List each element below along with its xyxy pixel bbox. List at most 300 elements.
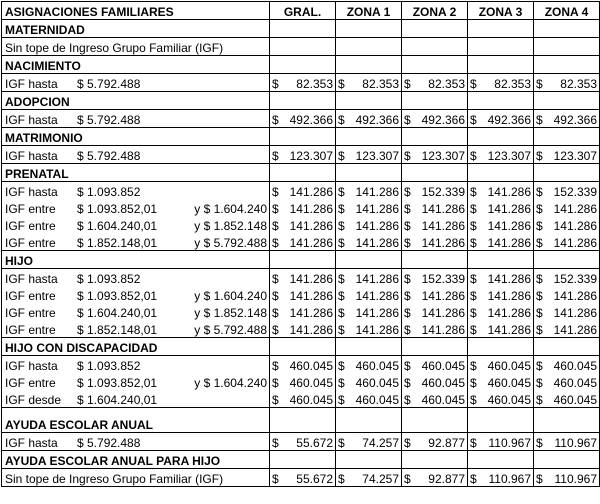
currency-sign: $: [404, 149, 411, 163]
value-cell: [402, 38, 468, 56]
blank-cell: [534, 451, 600, 469]
value-cell: [336, 182, 402, 200]
label-condition: IGF hasta: [5, 113, 58, 127]
row-label: [2, 469, 270, 487]
section-header-row: [2, 164, 600, 182]
value-cell: [468, 74, 534, 92]
section-header-row: [2, 128, 600, 146]
blank-cell: [402, 92, 468, 110]
value-cell: [402, 390, 468, 408]
currency-sign: $: [404, 323, 411, 337]
value-cell: [534, 146, 600, 164]
blank-cell: [534, 338, 600, 356]
row-label: [2, 433, 270, 451]
value-cell: [402, 356, 468, 374]
currency-sign: $: [470, 202, 477, 216]
value-cell: [270, 469, 336, 487]
label-amount-from: $ 1.093.852,01: [77, 202, 158, 216]
currency-sign: $: [470, 185, 477, 199]
currency-sign: $: [470, 323, 477, 337]
value-amount: 460.045: [289, 393, 333, 407]
section-title: PRENATAL: [2, 164, 270, 182]
currency-sign: $: [470, 236, 477, 250]
blank-cell: [402, 451, 468, 469]
label-condition: IGF hasta: [5, 359, 58, 373]
value-cell: [336, 356, 402, 374]
value-amount: 141.286: [421, 306, 465, 320]
value-amount: 460.045: [553, 393, 597, 407]
label-amount-from: $ 1.093.852,01: [77, 289, 158, 303]
value-cell: [336, 286, 402, 303]
value-cell: [402, 286, 468, 303]
value-amount: 110.967: [554, 436, 597, 450]
blank-cell: [270, 128, 336, 146]
blank-cell: [270, 338, 336, 356]
table-row: [2, 373, 600, 390]
label-amount-from: $ 1.093.852,01: [77, 376, 158, 390]
currency-sign: $: [272, 306, 279, 320]
value-cell: [402, 110, 468, 128]
value-amount: 141.286: [421, 202, 465, 216]
value-cell: [336, 320, 402, 338]
table-row: [2, 233, 600, 251]
value-cell: [336, 373, 402, 390]
table-row: [2, 269, 600, 287]
label-amount-from: $ 1.852.148,01: [77, 323, 158, 337]
value-cell: [534, 216, 600, 233]
label-amount-from: $ 1.604.240,01: [77, 393, 158, 407]
value-amount: 123.307: [553, 149, 597, 163]
value-cell: [468, 146, 534, 164]
currency-sign: $: [404, 236, 411, 250]
currency-sign: $: [272, 376, 279, 390]
value-amount: 460.045: [553, 376, 597, 390]
table-row: [2, 320, 600, 338]
currency-sign: $: [338, 323, 345, 337]
currency-sign: $: [404, 393, 411, 407]
value-cell: [336, 469, 402, 487]
value-cell: [270, 146, 336, 164]
row-label: [2, 269, 270, 287]
currency-sign: $: [404, 113, 411, 127]
value-amount: 460.045: [487, 359, 531, 373]
currency-sign: $: [272, 393, 279, 407]
currency-sign: $: [470, 436, 477, 450]
value-amount: 123.307: [487, 149, 531, 163]
label-condition: IGF entre: [5, 323, 56, 337]
currency-sign: $: [536, 77, 543, 91]
value-amount: 55.672: [296, 436, 333, 450]
currency-sign: $: [338, 236, 345, 250]
label-amount-to: y $ 1.604.240: [194, 202, 267, 216]
currency-sign: $: [536, 472, 543, 486]
blank-cell: [468, 251, 534, 269]
currency-sign: $: [536, 149, 543, 163]
header-title: ASIGNACIONES FAMILIARES: [2, 2, 270, 20]
table-row: [2, 199, 600, 216]
value-amount: 141.286: [553, 306, 597, 320]
value-amount: 152.339: [553, 272, 597, 286]
label-condition: IGF entre: [5, 376, 56, 390]
label-condition: IGF hasta: [5, 272, 58, 286]
value-amount: 141.286: [289, 272, 333, 286]
header-row: [2, 2, 600, 20]
currency-sign: $: [272, 272, 279, 286]
value-amount: 460.045: [421, 359, 465, 373]
value-cell: [402, 74, 468, 92]
value-amount: 123.307: [421, 149, 465, 163]
value-amount: 141.286: [355, 185, 399, 199]
value-cell: [402, 373, 468, 390]
value-amount: 141.286: [421, 323, 465, 337]
value-cell: [402, 216, 468, 233]
value-amount: 141.286: [487, 219, 531, 233]
blank-cell: [468, 164, 534, 182]
currency-sign: $: [470, 113, 477, 127]
value-amount: 92.877: [428, 436, 465, 450]
value-cell: [402, 469, 468, 487]
label-text: Sin tope de Ingreso Grupo Familiar (IGF): [5, 41, 224, 55]
blank-cell: [336, 338, 402, 356]
row-label: [2, 373, 270, 390]
currency-sign: $: [338, 202, 345, 216]
currency-sign: $: [470, 376, 477, 390]
label-amount-to: y $ 5.792.488: [194, 236, 267, 250]
blank-cell: [534, 164, 600, 182]
label-amount-from: $ 5.792.488: [77, 149, 141, 163]
currency-sign: $: [338, 272, 345, 286]
currency-sign: $: [338, 289, 345, 303]
value-cell: [336, 74, 402, 92]
value-amount: 152.339: [421, 272, 465, 286]
value-amount: 82.353: [494, 77, 531, 91]
currency-sign: $: [338, 149, 345, 163]
value-amount: 141.286: [289, 202, 333, 216]
blank-cell: [402, 251, 468, 269]
blank-cell: [336, 164, 402, 182]
table-row: [2, 216, 600, 233]
value-amount: 82.353: [560, 77, 597, 91]
label-amount-to: y $ 1.852.148: [194, 306, 267, 320]
value-cell: [534, 286, 600, 303]
currency-sign: $: [536, 236, 543, 250]
value-amount: 55.672: [296, 472, 333, 486]
value-amount: 460.045: [355, 393, 399, 407]
value-cell: [336, 146, 402, 164]
value-amount: 141.286: [487, 323, 531, 337]
value-cell: [534, 199, 600, 216]
currency-sign: $: [470, 359, 477, 373]
currency-sign: $: [272, 236, 279, 250]
section-title: AYUDA ESCOLAR ANUAL: [2, 408, 270, 433]
currency-sign: $: [338, 185, 345, 199]
currency-sign: $: [404, 202, 411, 216]
value-cell: [468, 469, 534, 487]
currency-sign: $: [338, 77, 345, 91]
section-header-row: [2, 56, 600, 74]
section-title: AYUDA ESCOLAR ANUAL PARA HIJO: [2, 451, 270, 469]
label-amount-to: y $ 1.852.148: [194, 219, 267, 233]
value-amount: 141.286: [421, 219, 465, 233]
value-amount: 141.286: [487, 202, 531, 216]
blank-cell: [402, 164, 468, 182]
value-cell: [402, 303, 468, 320]
table-row: [2, 390, 600, 408]
table-row: [2, 286, 600, 303]
blank-cell: [534, 408, 600, 433]
currency-sign: $: [272, 219, 279, 233]
value-amount: 82.353: [362, 77, 399, 91]
currency-sign: $: [404, 306, 411, 320]
value-amount: 460.045: [289, 359, 333, 373]
currency-sign: $: [272, 185, 279, 199]
label-amount-to: y $ 1.604.240: [194, 289, 267, 303]
row-label: [2, 216, 270, 233]
currency-sign: $: [536, 219, 543, 233]
blank-cell: [336, 56, 402, 74]
value-cell: [534, 303, 600, 320]
currency-sign: $: [272, 436, 279, 450]
value-cell: [468, 433, 534, 451]
currency-sign: $: [470, 289, 477, 303]
row-label: [2, 356, 270, 374]
value-cell: [402, 182, 468, 200]
section-title: HIJO CON DISCAPACIDAD: [2, 338, 270, 356]
value-amount: 141.286: [289, 323, 333, 337]
value-cell: [270, 433, 336, 451]
value-cell: [336, 269, 402, 287]
header-zona-3: ZONA 3: [468, 2, 534, 20]
currency-sign: $: [338, 359, 345, 373]
value-amount: 460.045: [355, 359, 399, 373]
currency-sign: $: [536, 202, 543, 216]
label-condition: IGF entre: [5, 306, 56, 320]
blank-cell: [270, 164, 336, 182]
value-amount: 82.353: [428, 77, 465, 91]
value-amount: 82.353: [296, 77, 333, 91]
value-amount: 141.286: [355, 202, 399, 216]
blank-cell: [468, 128, 534, 146]
currency-sign: $: [338, 472, 345, 486]
blank-cell: [336, 251, 402, 269]
value-cell: [270, 286, 336, 303]
currency-sign: $: [404, 185, 411, 199]
table-row: [2, 38, 600, 56]
currency-sign: $: [338, 219, 345, 233]
currency-sign: $: [536, 289, 543, 303]
value-cell: [468, 286, 534, 303]
value-amount: 460.045: [421, 376, 465, 390]
value-amount: 141.286: [355, 219, 399, 233]
currency-sign: $: [338, 436, 345, 450]
blank-cell: [270, 92, 336, 110]
value-amount: 110.967: [554, 472, 597, 486]
label-condition: IGF entre: [5, 219, 56, 233]
header-zona-4: ZONA 4: [534, 2, 600, 20]
value-amount: 492.366: [487, 113, 531, 127]
value-amount: 492.366: [289, 113, 333, 127]
table-row: [2, 356, 600, 374]
value-amount: 141.286: [289, 236, 333, 250]
label-condition: IGF entre: [5, 202, 56, 216]
value-cell: [270, 269, 336, 287]
value-amount: 152.339: [553, 185, 597, 199]
currency-sign: $: [272, 472, 279, 486]
value-cell: [468, 199, 534, 216]
value-cell: [270, 199, 336, 216]
value-cell: [270, 303, 336, 320]
row-label: [2, 74, 270, 92]
currency-sign: $: [338, 113, 345, 127]
blank-cell: [534, 251, 600, 269]
currency-sign: $: [404, 77, 411, 91]
value-amount: 460.045: [421, 393, 465, 407]
value-cell: [534, 38, 600, 56]
table-row: [2, 469, 600, 487]
value-cell: [270, 356, 336, 374]
row-label: [2, 199, 270, 216]
value-cell: [336, 433, 402, 451]
value-cell: [336, 199, 402, 216]
label-amount-from: $ 1.852.148,01: [77, 236, 158, 250]
value-cell: [468, 110, 534, 128]
value-cell: [270, 233, 336, 251]
value-cell: [336, 110, 402, 128]
blank-cell: [336, 451, 402, 469]
label-condition: IGF hasta: [5, 436, 58, 450]
currency-sign: $: [536, 272, 543, 286]
value-cell: [336, 38, 402, 56]
label-amount-from: $ 1.093.852: [77, 359, 141, 373]
value-amount: 460.045: [553, 359, 597, 373]
currency-sign: $: [536, 323, 543, 337]
value-amount: 141.286: [487, 306, 531, 320]
section-title: MATERNIDAD: [2, 20, 270, 38]
currency-sign: $: [272, 77, 279, 91]
currency-sign: $: [404, 436, 411, 450]
row-label: [2, 233, 270, 251]
value-cell: [534, 469, 600, 487]
row-label: [2, 110, 270, 128]
row-label: [2, 320, 270, 338]
value-amount: 460.045: [487, 376, 531, 390]
section-header-row: [2, 92, 600, 110]
table-row: [2, 303, 600, 320]
value-cell: [534, 182, 600, 200]
value-cell: [402, 199, 468, 216]
label-amount-to: y $ 1.604.240: [194, 376, 267, 390]
currency-sign: $: [536, 185, 543, 199]
label-condition: IGF hasta: [5, 185, 58, 199]
blank-cell: [270, 451, 336, 469]
currency-sign: $: [272, 289, 279, 303]
value-cell: [468, 233, 534, 251]
table-row: [2, 74, 600, 92]
value-amount: 141.286: [289, 306, 333, 320]
blank-cell: [336, 408, 402, 433]
value-cell: [468, 356, 534, 374]
value-cell: [468, 269, 534, 287]
currency-sign: $: [404, 376, 411, 390]
value-cell: [534, 356, 600, 374]
row-label: [2, 390, 270, 408]
value-amount: 74.257: [362, 472, 399, 486]
currency-sign: $: [404, 219, 411, 233]
label-condition: IGF desde: [5, 393, 62, 407]
value-cell: [270, 320, 336, 338]
value-cell: [534, 320, 600, 338]
value-amount: 141.286: [355, 272, 399, 286]
blank-cell: [468, 408, 534, 433]
value-cell: [534, 233, 600, 251]
blank-cell: [336, 20, 402, 38]
currency-sign: $: [272, 113, 279, 127]
currency-sign: $: [536, 393, 543, 407]
currency-sign: $: [338, 393, 345, 407]
value-cell: [402, 320, 468, 338]
blank-cell: [534, 92, 600, 110]
blank-cell: [402, 128, 468, 146]
blank-cell: [534, 20, 600, 38]
header-zona-1: ZONA 1: [336, 2, 402, 20]
value-cell: [468, 38, 534, 56]
value-cell: [270, 216, 336, 233]
currency-sign: $: [338, 306, 345, 320]
value-cell: [402, 433, 468, 451]
value-amount: 141.286: [355, 306, 399, 320]
value-amount: 92.877: [428, 472, 465, 486]
value-cell: [336, 233, 402, 251]
blank-cell: [402, 56, 468, 74]
section-title: ADOPCION: [2, 92, 270, 110]
value-cell: [270, 373, 336, 390]
section-header-row: [2, 338, 600, 356]
value-cell: [270, 38, 336, 56]
blank-cell: [402, 408, 468, 433]
value-amount: 141.286: [355, 323, 399, 337]
currency-sign: $: [536, 306, 543, 320]
value-amount: 141.286: [487, 236, 531, 250]
section-header-row: [2, 251, 600, 269]
blank-cell: [336, 92, 402, 110]
value-amount: 492.366: [421, 113, 465, 127]
value-amount: 141.286: [487, 289, 531, 303]
value-cell: [468, 373, 534, 390]
currency-sign: $: [470, 393, 477, 407]
blank-cell: [270, 56, 336, 74]
value-amount: 141.286: [553, 323, 597, 337]
value-amount: 141.286: [553, 219, 597, 233]
table-row: [2, 433, 600, 451]
label-amount-from: $ 1.604.240,01: [77, 219, 158, 233]
section-header-row: [2, 20, 600, 38]
value-amount: 141.286: [553, 202, 597, 216]
value-amount: 141.286: [487, 185, 531, 199]
blank-cell: [468, 451, 534, 469]
currency-sign: $: [404, 272, 411, 286]
header-zona-2: ZONA 2: [402, 2, 468, 20]
currency-sign: $: [272, 202, 279, 216]
value-amount: 123.307: [289, 149, 333, 163]
value-cell: [402, 269, 468, 287]
value-amount: 492.366: [553, 113, 597, 127]
currency-sign: $: [536, 113, 543, 127]
label-amount-from: $ 1.093.852: [77, 272, 141, 286]
section-title: HIJO: [2, 251, 270, 269]
value-amount: 141.286: [553, 236, 597, 250]
value-cell: [534, 269, 600, 287]
value-amount: 141.286: [421, 236, 465, 250]
